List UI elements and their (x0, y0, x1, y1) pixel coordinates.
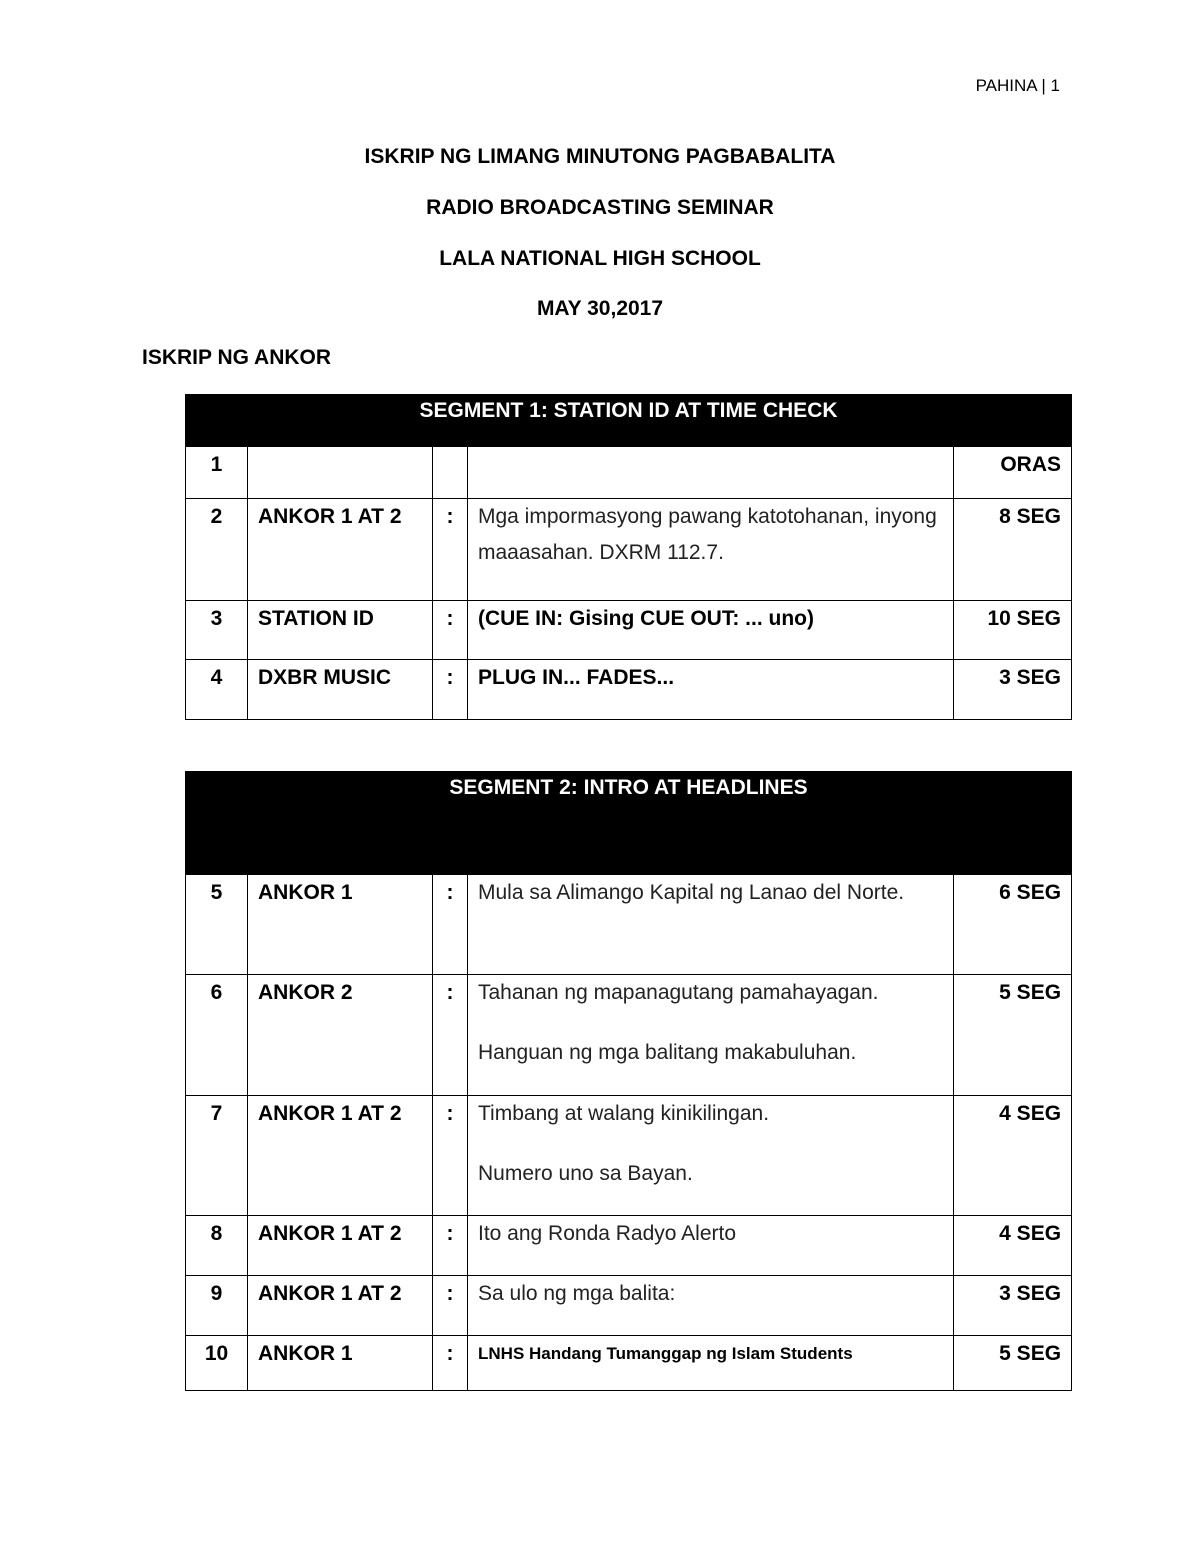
separator: : (433, 660, 468, 720)
script-text (468, 601, 954, 660)
table-row (186, 601, 1072, 660)
script-line: Mula sa Alimango Kapital ng Lanao del Norte. (478, 881, 905, 904)
script-line: Numero uno sa Bayan. (478, 1162, 693, 1185)
speaker (248, 447, 433, 499)
duration: 5 SEG (954, 1336, 1072, 1391)
separator: : (433, 1276, 468, 1336)
row-number: 7 (186, 1096, 248, 1216)
row-number: 1 (186, 447, 248, 499)
duration: 5 SEG (954, 975, 1072, 1096)
script-line: Timbang at walang kinikilingan. (478, 1102, 770, 1125)
duration: 3 SEG (954, 660, 1072, 720)
script-text (468, 447, 954, 499)
speaker: ANKOR 1 AT 2 (248, 1276, 433, 1336)
script-line: Ito ang Ronda Radyo Alerto (478, 1222, 737, 1245)
row-number: 6 (186, 975, 248, 1096)
segment-2-table (185, 771, 1072, 1391)
speaker: ANKOR 1 AT 2 (248, 1096, 433, 1216)
script-text (468, 1276, 954, 1336)
page-number: PAHINA | 1 (975, 76, 1060, 95)
row-number: 2 (186, 499, 248, 601)
speaker: ANKOR 1 AT 2 (248, 1216, 433, 1276)
script-line: Hanguan ng mga balitang makabuluhan. (478, 1041, 857, 1064)
separator: : (433, 1216, 468, 1276)
separator (433, 447, 468, 499)
script-text (468, 875, 954, 975)
school-name: LALA NATIONAL HIGH SCHOOL (439, 247, 761, 270)
duration: 8 SEG (954, 499, 1072, 601)
speaker: ANKOR 1 (248, 875, 433, 975)
separator: : (433, 975, 468, 1096)
segment-title: SEGMENT 1: STATION ID AT TIME CHECK (186, 395, 1072, 447)
speaker: ANKOR 1 AT 2 (248, 499, 433, 601)
script-text (468, 1216, 954, 1276)
script-line: Sa ulo ng mga balita: (478, 1282, 676, 1305)
table-row (186, 1216, 1072, 1276)
duration: 3 SEG (954, 1276, 1072, 1336)
table-row (186, 499, 1072, 601)
table-row (186, 975, 1072, 1096)
script-line: Mga impormasyong pawang katotohanan, inyong maaasahan. DXRM 112.7. (478, 505, 937, 564)
table-row (186, 660, 1072, 720)
duration: 10 SEG (954, 601, 1072, 660)
separator: : (433, 1096, 468, 1216)
duration: ORAS (954, 447, 1072, 499)
table-row (186, 1276, 1072, 1336)
script-text (468, 1336, 954, 1391)
row-number: 10 (186, 1336, 248, 1391)
duration: 6 SEG (954, 875, 1072, 975)
script-line: LNHS Handang Tumanggap ng Islam Students (478, 1344, 853, 1363)
separator: : (433, 499, 468, 601)
row-number: 5 (186, 875, 248, 975)
duration: 4 SEG (954, 1216, 1072, 1276)
speaker: ANKOR 1 (248, 1336, 433, 1391)
segment-1-table (185, 394, 1072, 720)
speaker: STATION ID (248, 601, 433, 660)
separator: : (433, 1336, 468, 1391)
segment-title: SEGMENT 2: INTRO AT HEADLINES (186, 772, 1072, 875)
speaker: DXBR MUSIC (248, 660, 433, 720)
segment-tables (185, 394, 1071, 1391)
row-number: 4 (186, 660, 248, 720)
document-date: MAY 30,2017 (536, 297, 664, 320)
row-number: 9 (186, 1276, 248, 1336)
speaker: ANKOR 2 (248, 975, 433, 1096)
row-number: 8 (186, 1216, 248, 1276)
document-subtitle: RADIO BROADCASTING SEMINAR (426, 196, 774, 219)
table-row (186, 447, 1072, 499)
script-text (468, 1096, 954, 1216)
script-text (468, 499, 954, 601)
script-line: (CUE IN: Gising CUE OUT: ... uno) (478, 607, 814, 630)
document-title: ISKRIP NG LIMANG MINUTONG PAGBABALITA (364, 145, 836, 168)
script-text (468, 660, 954, 720)
script-line: PLUG IN... FADES... (478, 666, 675, 689)
separator: : (433, 875, 468, 975)
table-row (186, 875, 1072, 975)
table-row (186, 1096, 1072, 1216)
section-label: ISKRIP NG ANKOR (142, 346, 332, 369)
script-text (468, 975, 954, 1096)
script-line: Tahanan ng mapanagutang pamahayagan. (478, 981, 879, 1004)
row-number: 3 (186, 601, 248, 660)
duration: 4 SEG (954, 1096, 1072, 1216)
table-row (186, 1336, 1072, 1391)
separator: : (433, 601, 468, 660)
